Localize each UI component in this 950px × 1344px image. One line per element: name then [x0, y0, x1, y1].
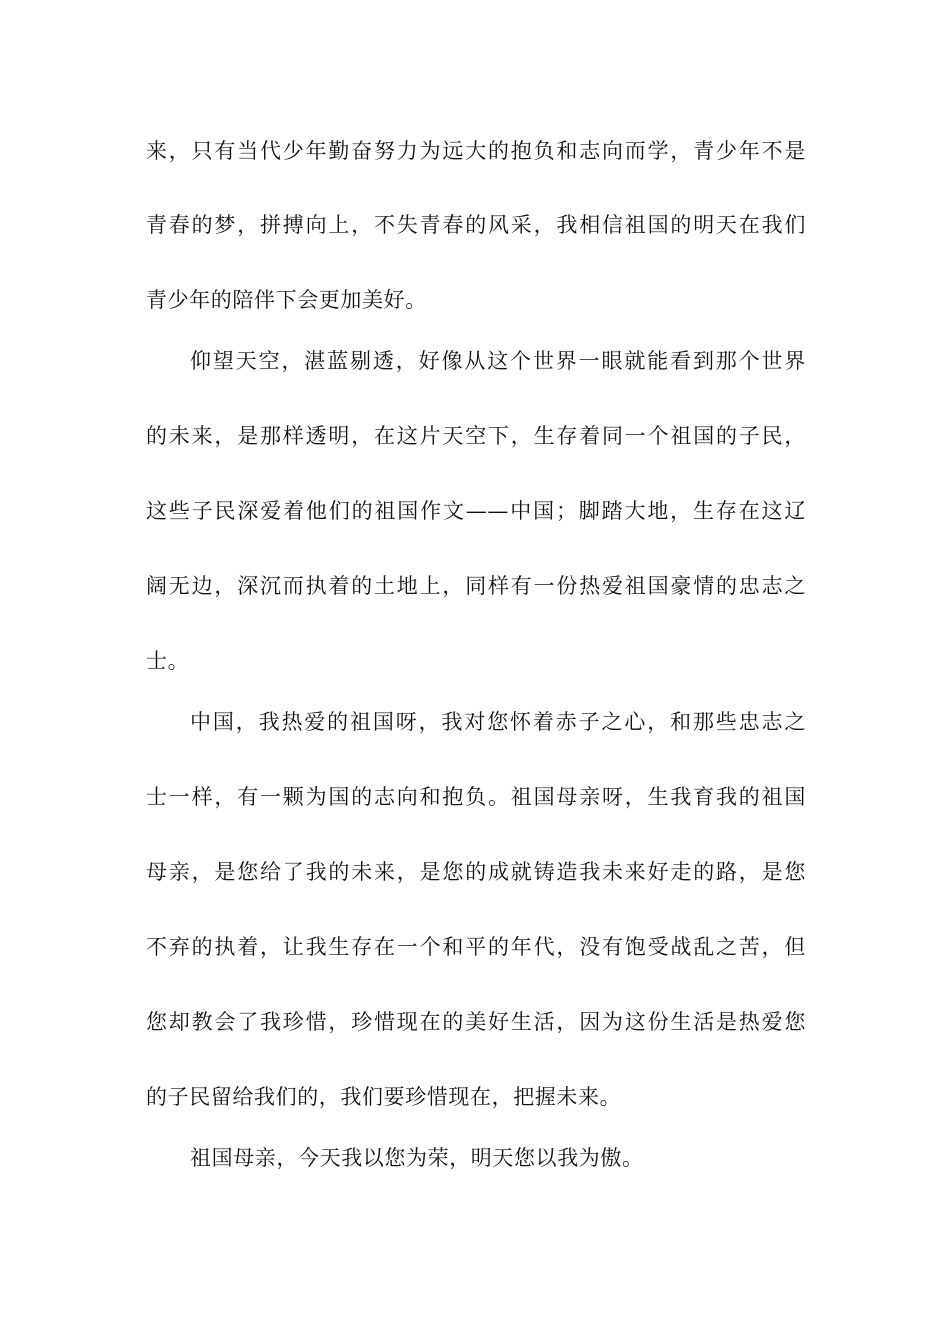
text-line: 不弃的执着，让我生存在一个和平的年代，没有饱受战乱之苦，但	[146, 935, 806, 959]
text-line: 母亲，是您给了我的未来，是您的成就铸造我未来好走的路，是您	[146, 860, 806, 884]
text-line: 阔无边，深沉而执着的土地上，同样有一份热爱祖国豪情的忠志之	[146, 574, 806, 598]
text-line: 青少年的陪伴下会更加美好。	[146, 288, 427, 312]
text-line: 士。	[146, 649, 190, 673]
text-line: 这些子民深爱着他们的祖国作文——中国；脚踏大地，生存在这辽	[146, 499, 806, 523]
text-line: 的未来，是那样透明，在这片天空下，生存着同一个祖国的子民，	[146, 424, 806, 448]
text-line: 青春的梦，拼搏向上，不失青春的风采，我相信祖国的明天在我们	[146, 213, 806, 237]
text-line: 士一样，有一颗为国的志向和抱负。祖国母亲呀，生我育我的祖国	[146, 785, 806, 809]
text-line: 的子民留给我们的，我们要珍惜现在，把握未来。	[146, 1085, 622, 1109]
text-line: 您却教会了我珍惜，珍惜现在的美好生活，因为这份生活是热爱您	[146, 1010, 806, 1034]
paragraph-start-line: 祖国母亲，今天我以您为荣，明天您以我为傲。	[190, 1146, 644, 1170]
text-line: 来，只有当代少年勤奋努力为远大的抱负和志向而学，青少年不是	[146, 139, 806, 163]
paragraph-start-line: 仰望天空，湛蓝剔透，好像从这个世界一眼就能看到那个世界	[190, 349, 806, 373]
paragraph-start-line: 中国，我热爱的祖国呀，我对您怀着赤子之心，和那些忠志之	[190, 710, 806, 734]
